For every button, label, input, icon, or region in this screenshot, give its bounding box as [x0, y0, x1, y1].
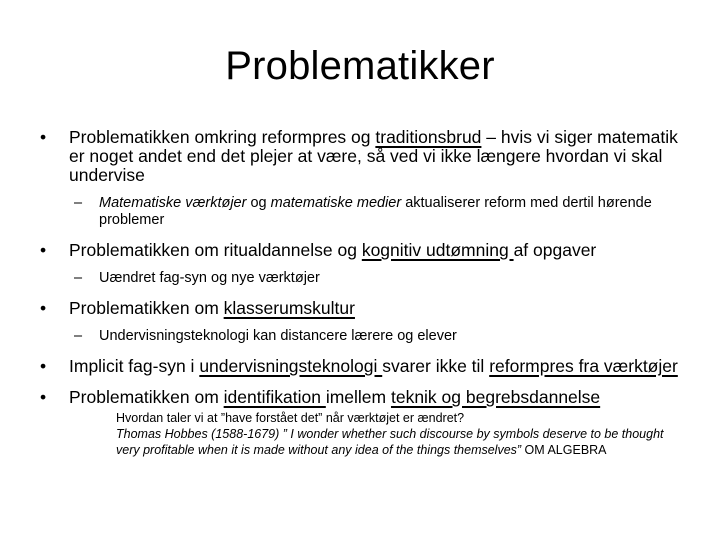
bullet-identifikation	[36, 388, 686, 407]
note-block	[36, 410, 686, 458]
bullet-text: imellem	[325, 387, 391, 407]
underlined-term: teknik og begrebsdannelse	[390, 387, 601, 407]
bullet-dot: •	[40, 240, 47, 260]
bullet-text: Problematikken om ritualdannelse og	[69, 240, 362, 260]
quote-tail: OM ALGEBRA	[521, 443, 607, 457]
sub-bullet-text: Undervisningsteknologi kan distancere lærere og elever	[99, 328, 457, 344]
bullet-dot: •	[40, 298, 47, 318]
underlined-term: kognitiv udtømning	[361, 240, 514, 260]
bullet-text: Implicit fag-syn i	[69, 356, 200, 376]
sub-bullet-dash: –	[74, 328, 83, 344]
note-line-question: Hvordan taler vi at ”have forstået det” når værktøjet er ændret?	[116, 411, 465, 425]
sub-bullet-fagsyn	[36, 270, 686, 287]
hobbes-quote: Thomas Hobbes (1588-1679) ” I wonder whether such discourse by symbols deserve to be thought very profitable when it is made without any idea of the things themselves”	[116, 427, 664, 457]
bullet-dot: •	[40, 387, 47, 407]
underlined-term: reformpres fra værktøjer	[489, 356, 678, 376]
note-line-hobbes-quote	[116, 426, 686, 458]
bullet-text: Problematikken om	[69, 387, 224, 407]
sub-bullet-text: Uændret fag-syn og nye værktøjer	[99, 270, 320, 286]
sub-bullet-dash: –	[74, 270, 83, 286]
bullet-text: svarer ikke til	[382, 356, 490, 376]
sub-bullet-dash: –	[74, 195, 83, 211]
bullet-dot: •	[40, 356, 47, 376]
bullet-text: af opgaver	[513, 240, 597, 260]
underlined-term: undervisningsteknologi	[199, 356, 383, 376]
bullet-implicit-fagsyn	[36, 357, 686, 376]
underlined-term: identifikation	[223, 387, 326, 407]
italic-term: Matematiske værktøjer	[99, 195, 247, 211]
slide-content	[36, 128, 686, 458]
bullet-klasserumskultur	[36, 299, 686, 318]
bullet-ritualdannelse	[36, 241, 686, 260]
bullet-text: Problematikken om	[69, 298, 224, 318]
bullet-text: – hvis vi siger matematik er noget andet end det plejer at være, så ved vi ikke længere hvordan vi skal undervise	[69, 127, 678, 185]
sub-bullet-undervisningsteknologi	[36, 328, 686, 345]
bullet-reformpres	[36, 128, 686, 185]
bullet-text: Problematikken omkring reformpres og	[69, 127, 376, 147]
slide-title: Problematikker	[225, 44, 495, 88]
italic-term: matematiske medier	[270, 195, 402, 211]
underlined-term: klasserumskultur	[223, 298, 355, 318]
sub-bullet-vaerktoejer	[36, 195, 686, 229]
sub-bullet-text: og	[246, 195, 271, 211]
underlined-term: traditionsbrud	[375, 127, 482, 147]
bullet-dot: •	[40, 127, 47, 147]
sub-bullet-text: aktualiserer reform med dertil hørende problemer	[99, 195, 652, 228]
